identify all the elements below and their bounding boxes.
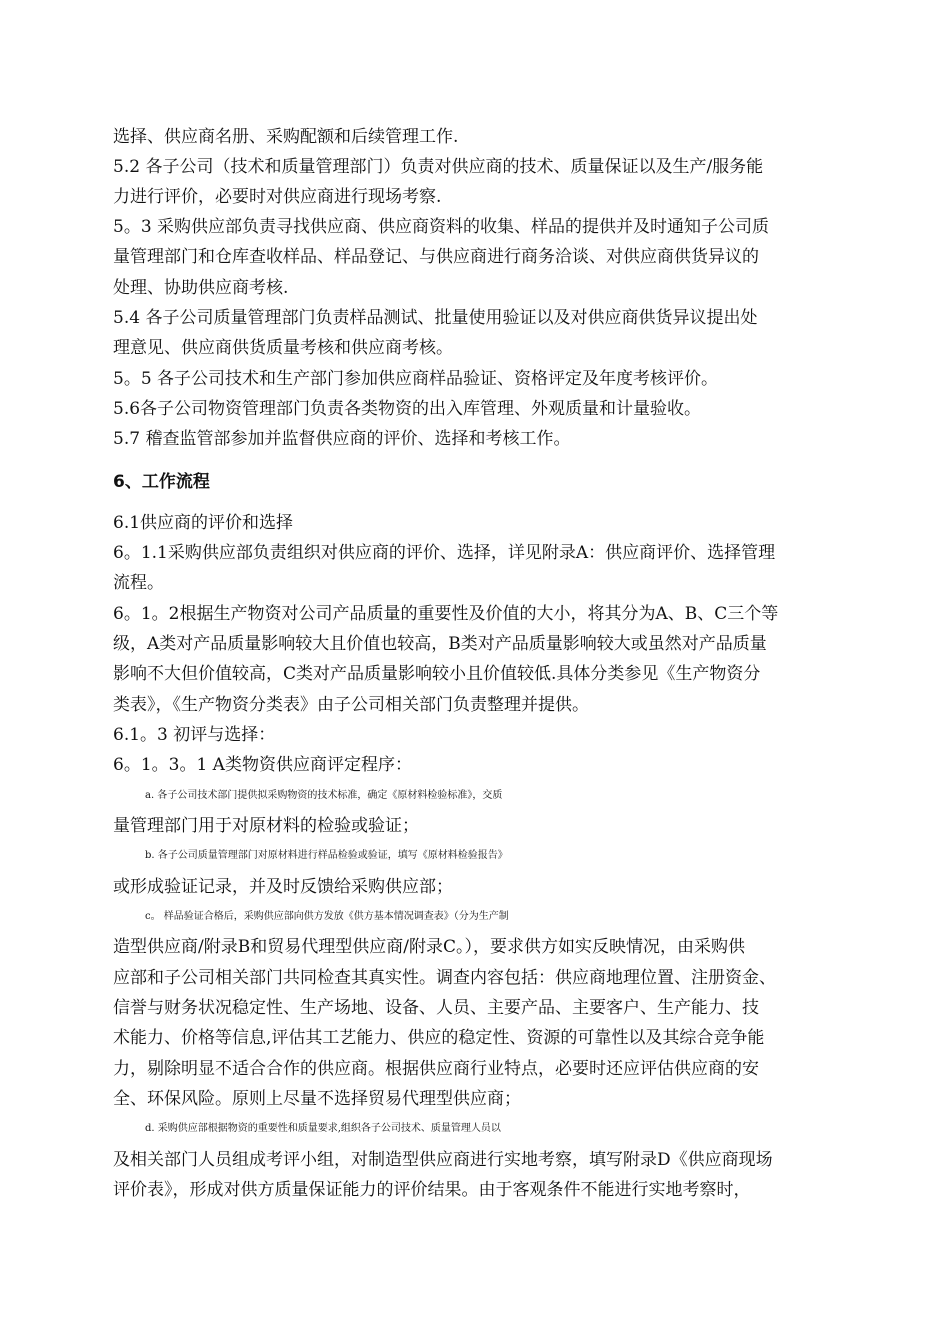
text-line: 5。3 采购供应部负责寻找供应商、供应商资料的收集、样品的提供并及时通知子公司质: [113, 217, 770, 237]
text-line: 应部和子公司相关部门共同检查其真实性。调查内容包括：供应商地理位置、注册资金、: [113, 968, 776, 988]
text-line: 6。1.1采购供应部负责组织对供应商的评价、选择，详见附录A：供应商评价、选择管理: [113, 543, 776, 563]
text-line: 评价表》，形成对供方质量保证能力的评价结果。由于客观条件不能进行实地考察时，: [113, 1180, 751, 1200]
text-line: 全、环保风险。原则上尽量不选择贸易代理型供应商；: [113, 1089, 521, 1109]
text-line: 造型供应商/附录B和贸易代理型供应商/附录C。），要求供方如实反映情况，由采购供: [113, 937, 745, 957]
list-item-c: c。 样品验证合格后，采购供应部向供方发放《供方基本情况调查表》（分为生产制: [145, 911, 509, 922]
list-item-b: b. 各子公司质量管理部门对原材料进行样品检验或验证，填写《原材料检验报告》: [145, 850, 508, 861]
text-line: 5.7 稽查监管部参加并监督供应商的评价、选择和考核工作。: [113, 429, 571, 449]
text-line: 级，A类对产品质量影响较大且价值也较高，B类对产品质量影响较大或虽然对产品质量: [113, 634, 767, 654]
text-line: 理意见、供应商供货质量考核和供应商考核。: [113, 338, 453, 358]
text-line: 类表》，《生产物资分类表》由子公司相关部门负责整理并提供。: [113, 695, 589, 715]
text-line: 量管理部门用于对原材料的检验或验证；: [113, 816, 419, 836]
text-line: 力，剔除明显不适合合作的供应商。根据供应商行业特点，必要时还应评估供应商的安: [113, 1059, 759, 1079]
section-heading: 6、工作流程: [113, 472, 210, 492]
list-item-a: a. 各子公司技术部门提供拟采购物资的技术标准，确定《原材料检验标准》，交质: [145, 790, 503, 801]
text-line: 处理、协助供应商考核.: [113, 278, 289, 298]
text-line: 或形成验证记录，并及时反馈给采购供应部；: [113, 877, 453, 897]
text-line: 6。1。2根据生产物资对公司产品质量的重要性及价值的大小，将其分为A、B、C三个等: [113, 604, 779, 624]
text-line: 选择、供应商名册、采购配额和后续管理工作.: [113, 127, 459, 147]
text-line: 量管理部门和仓库查收样品、样品登记、与供应商进行商务洽谈、对供应商供货异议的: [113, 247, 759, 267]
text-line: 6。1。3。1 A类物资供应商评定程序：: [113, 755, 412, 775]
text-line: 5。5 各子公司技术和生产部门参加供应商样品验证、资格评定及年度考核评价。: [113, 369, 719, 389]
text-line: 5.2 各子公司（技术和质量管理部门）负责对供应商的技术、质量保证以及生产/服务能: [113, 157, 764, 177]
list-item-d: d. 采购供应部根据物资的重要性和质量要求,组织各子公司技术、质量管理人员以: [145, 1123, 501, 1134]
text-line: 术能力、价格等信息,评估其工艺能力、供应的稳定性、资源的可靠性以及其综合竞争能: [113, 1028, 765, 1048]
text-line: 力进行评价，必要时对供应商进行现场考察.: [113, 187, 442, 207]
text-line: 6.1供应商的评价和选择: [113, 513, 294, 533]
text-line: 5.4 各子公司质量管理部门负责样品测试、批量使用验证以及对供应商供货异议提出处: [113, 308, 758, 328]
text-line: 及相关部门人员组成考评小组，对制造型供应商进行实地考察，填写附录D《供应商现场: [113, 1150, 773, 1170]
text-line: 信誉与财务状况稳定性、生产场地、设备、人员、主要产品、主要客户、生产能力、技: [113, 998, 759, 1018]
text-line: 影响不大但价值较高，C类对产品质量影响较小且价值较低.具体分类参见《生产物资分: [113, 664, 761, 684]
text-line: 6.1。3 初评与选择：: [113, 725, 276, 745]
text-line: 流程。: [113, 573, 164, 593]
text-line: 5.6各子公司物资管理部门负责各类物资的出入库管理、外观质量和计量验收。: [113, 399, 702, 419]
